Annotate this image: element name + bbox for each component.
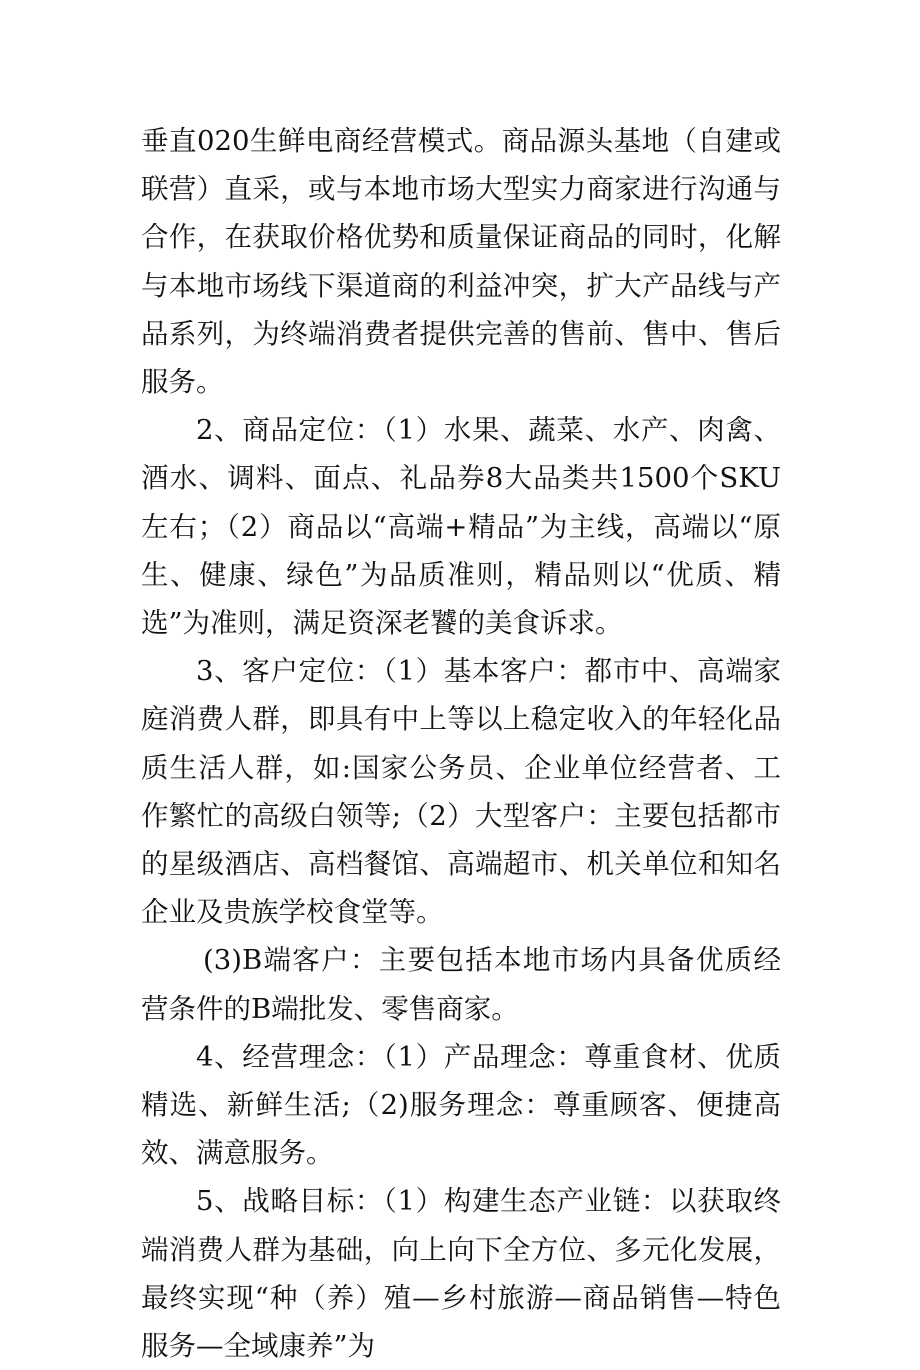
paragraph-b-end-customers: (3)B端客户：主要包括本地市场内具备优质经营条件的B端批发、零售商家。 <box>141 944 781 1025</box>
document-body <box>141 117 781 1370</box>
paragraph-customer-positioning: 3、客户定位：（1）基本客户：都市中、高端家庭消费人群，即具有中上等以上稳定收入的年轻化品质生活人群，如:国家公务员、企业单位经营者、工作繁忙的高级白领等;（2）大型客户：主要包括都市的星级酒店、高档餐馆、高端超市、机关单位和知名企业及贵族学校食堂等。 <box>141 655 781 929</box>
paragraph-business-philosophy: 4、经营理念：（1）产品理念：尊重食材、优质精选、新鲜生活;（2)服务理念：尊重顾客、便捷高效、满意服务。 <box>141 1040 781 1170</box>
paragraph-strategic-goals: 5、战略目标：（1）构建生态产业链：以获取终端消费人群为基础，向上向下全方位、多元化发展，最终实现“种（养）殖—乡村旅游—商品销售—特色服务—全域康养”为 <box>141 1185 781 1363</box>
paragraph-continuation: 垂直020生鲜电商经营模式。商品源头基地（自建或联营）直采，或与本地市场大型实力商家进行沟通与合作，在获取价格优势和质量保证商品的同时，化解与本地市场线下渠道商的利益冲突，扩大产品线与产品系列，为终端消费者提供完善的售前、售中、售后服务。 <box>141 125 781 399</box>
paragraph-product-positioning: 2、商品定位：（1）水果、蔬菜、水产、肉禽、酒水、调料、面点、礼品券8大品类共1500个SKU左右；（2）商品以“高端+精品”为主线，高端以“原生、健康、绿色”为品质准则，精品则以“优质、精选”为准则，满足资深老饕的美食诉求。 <box>141 414 781 640</box>
